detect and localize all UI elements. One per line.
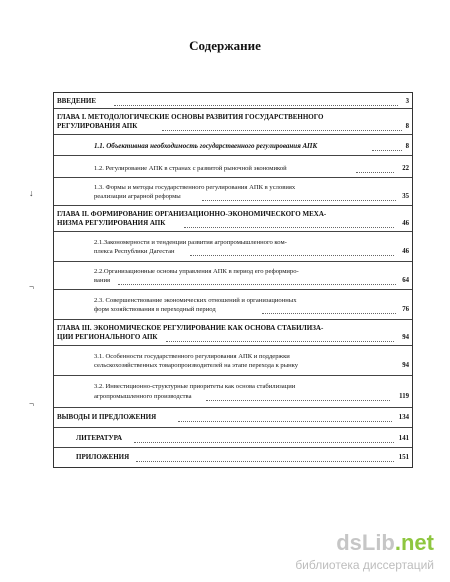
toc-entry-title[interactable]: 3.1. Особенности государственного регулирования АПК и поддержки [94, 353, 290, 360]
page-title: Содержание [189, 38, 261, 53]
toc-entry-title[interactable]: 3.2. Инвестиционно-структурные приоритеты как основа стабилизации [94, 383, 296, 390]
toc-page-number: 46 [402, 220, 409, 227]
toc-entry-title-cont: реализации аграрной реформы [94, 193, 181, 200]
scan-mark: ¬ [29, 399, 35, 409]
toc-row-chapter-2 [54, 206, 412, 232]
toc-row-intro [54, 93, 412, 109]
toc-leader-dots [356, 172, 394, 173]
toc-row-3-2 [54, 376, 412, 408]
watermark-brand-suffix: .net [394, 530, 434, 555]
toc-leader-dots [206, 400, 390, 401]
toc-entry-title[interactable]: ЛИТЕРАТУРА [76, 434, 123, 442]
toc-entry-title[interactable]: ПРИЛОЖЕНИЯ [76, 453, 130, 461]
toc-entry-title[interactable]: 1.3. Формы и методы государственного регулирования АПК в условиях [94, 184, 296, 191]
toc-leader-dots [134, 442, 394, 443]
toc-leader-dots [114, 105, 398, 106]
toc-page-number: 64 [402, 277, 409, 284]
toc-page-number: 151 [398, 454, 409, 461]
toc-row-appendices [54, 448, 412, 467]
toc-entry-title-cont: сельскохозяйственных товаропроизводителей на этапе перехода к рынку [94, 362, 299, 369]
toc-page-number: 8 [405, 123, 409, 130]
toc-page-number: 35 [402, 193, 409, 200]
toc-row-conclusions [54, 408, 412, 428]
scan-mark: ↓ [29, 188, 34, 198]
toc-entry-title[interactable]: ГЛАВА II. ФОРМИРОВАНИЕ ОРГАНИЗАЦИОННО-ЭКОНОМИЧЕСКОГО МЕХА- [57, 210, 327, 218]
toc-entry-title[interactable]: 1.2. Регулирование АПК в странах с развитой рыночной экономикой [94, 165, 287, 172]
toc-table [53, 92, 413, 468]
toc-leader-dots [136, 461, 394, 462]
toc-page-number: 22 [402, 165, 409, 172]
toc-leader-dots [166, 341, 394, 342]
toc-row-1-2 [54, 156, 412, 178]
toc-page-number: 46 [402, 248, 409, 255]
toc-entry-title-cont: НИЗМА РЕГУЛИРОВАНИЯ АПК [57, 219, 166, 227]
toc-entry-title[interactable]: 2.1.Закономерности и тенденции развития агропромышленного ком- [94, 239, 287, 246]
toc-entry-title[interactable]: ВЫВОДЫ И ПРЕДЛОЖЕНИЯ [57, 413, 157, 421]
toc-entry-title-cont: плекса Республики Дагестан [94, 248, 175, 255]
toc-leader-dots [184, 227, 394, 228]
toc-page-number: 134 [398, 414, 409, 421]
toc-row-literature [54, 428, 412, 448]
toc-leader-dots [262, 313, 396, 314]
toc-row-2-1 [54, 232, 412, 262]
toc-leader-dots [162, 130, 402, 131]
toc-row-2-2 [54, 262, 412, 290]
toc-row-chapter-1 [54, 109, 412, 135]
toc-entry-title[interactable]: ГЛАВА I. МЕТОДОЛОГИЧЕСКИЕ ОСНОВЫ РАЗВИТИЯ ГОСУДАРСТВЕННОГО [57, 113, 324, 121]
toc-page-number: 94 [402, 334, 409, 341]
toc-row-chapter-3 [54, 320, 412, 346]
toc-leader-dots [178, 421, 392, 422]
toc-row-2-3 [54, 290, 412, 320]
toc-leader-dots [190, 255, 394, 256]
toc-row-3-1 [54, 346, 412, 376]
toc-entry-title[interactable]: 2.3. Совершенствование экономических отношений и организационных [94, 297, 297, 304]
toc-leader-dots [372, 150, 402, 151]
toc-row-1-3 [54, 178, 412, 206]
toc-entry-title-cont: РЕГУЛИРОВАНИЯ АПК [57, 122, 138, 130]
watermark-logo [336, 530, 434, 556]
scan-mark: ¬ [29, 282, 35, 292]
toc-entry-title-cont: ЦИИ РЕГИОНАЛЬНОГО АПК [57, 333, 158, 341]
toc-entry-title-cont: агропромышленного производства [94, 393, 192, 400]
toc-entry-title[interactable]: 2.2.Организационные основы управления АПК в период его реформиро- [94, 268, 299, 275]
toc-entry-title-cont: вания [94, 277, 111, 284]
toc-entry-title[interactable]: 1.1. Объективная необходимость государственного регулирования АПК [94, 142, 318, 150]
toc-page-number: 3 [405, 98, 409, 105]
toc-entry-title[interactable]: ВВЕДЕНИЕ [57, 97, 97, 105]
toc-page-number: 94 [402, 362, 409, 369]
toc-leader-dots [118, 284, 396, 285]
watermark-subtitle: библиотека диссертаций [295, 558, 434, 572]
toc-row-1-1 [54, 135, 412, 156]
toc-page-number: 8 [405, 143, 409, 150]
watermark-brand: dsLib [336, 530, 395, 555]
toc-leader-dots [202, 200, 396, 201]
toc-entry-title-cont: форм хозяйствования в переходный период [94, 306, 216, 313]
toc-entry-title[interactable]: ГЛАВА III. ЭКОНОМИЧЕСКОЕ РЕГУЛИРОВАНИЕ КАК ОСНОВА СТАБИЛИЗА- [57, 324, 324, 332]
toc-page-number: 141 [398, 435, 409, 442]
toc-page-number: 76 [402, 306, 409, 313]
toc-page-number: 119 [399, 393, 409, 400]
